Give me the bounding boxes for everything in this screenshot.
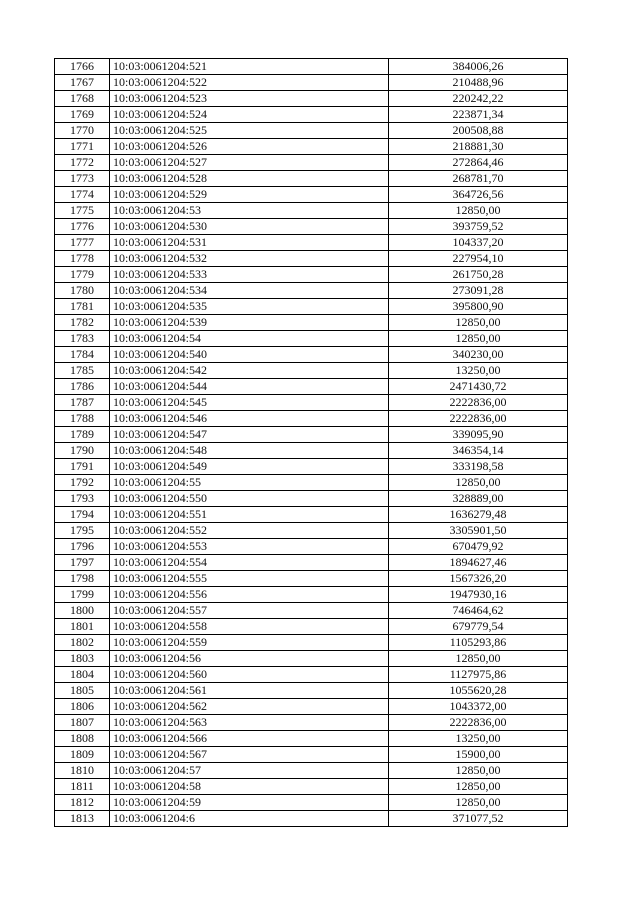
table-row	[55, 347, 568, 363]
row-number-cell: 1778	[55, 251, 110, 267]
row-number-cell: 1805	[55, 683, 110, 699]
table-row	[55, 427, 568, 443]
value-cell: 328889,00	[389, 491, 568, 507]
table-row	[55, 491, 568, 507]
table-row	[55, 251, 568, 267]
row-number-cell: 1794	[55, 507, 110, 523]
value-cell: 12850,00	[389, 779, 568, 795]
cadastral-number-cell: 10:03:0061204:534	[110, 283, 389, 299]
row-number-cell: 1777	[55, 235, 110, 251]
cadastral-number-cell: 10:03:0061204:560	[110, 667, 389, 683]
cadastral-number-cell: 10:03:0061204:55	[110, 475, 389, 491]
row-number-cell: 1795	[55, 523, 110, 539]
row-number-cell: 1767	[55, 75, 110, 91]
value-cell: 223871,34	[389, 107, 568, 123]
cadastral-number-cell: 10:03:0061204:529	[110, 187, 389, 203]
table-row	[55, 59, 568, 75]
table-row	[55, 539, 568, 555]
row-number-cell: 1769	[55, 107, 110, 123]
cadastral-number-cell: 10:03:0061204:535	[110, 299, 389, 315]
table-row	[55, 459, 568, 475]
cadastral-number-cell: 10:03:0061204:59	[110, 795, 389, 811]
table-row	[55, 91, 568, 107]
value-cell: 1127975,86	[389, 667, 568, 683]
value-cell: 364726,56	[389, 187, 568, 203]
cadastral-number-cell: 10:03:0061204:555	[110, 571, 389, 587]
table-row	[55, 331, 568, 347]
value-cell: 371077,52	[389, 811, 568, 827]
value-cell: 200508,88	[389, 123, 568, 139]
row-number-cell: 1800	[55, 603, 110, 619]
cadastral-number-cell: 10:03:0061204:526	[110, 139, 389, 155]
cadastral-number-cell: 10:03:0061204:558	[110, 619, 389, 635]
value-cell: 679779,54	[389, 619, 568, 635]
value-cell: 1947930,16	[389, 587, 568, 603]
row-number-cell: 1809	[55, 747, 110, 763]
value-cell: 218881,30	[389, 139, 568, 155]
row-number-cell: 1803	[55, 651, 110, 667]
table-row	[55, 763, 568, 779]
cadastral-number-cell: 10:03:0061204:540	[110, 347, 389, 363]
cadastral-number-cell: 10:03:0061204:523	[110, 91, 389, 107]
cadastral-number-cell: 10:03:0061204:554	[110, 555, 389, 571]
value-cell: 1894627,46	[389, 555, 568, 571]
row-number-cell: 1789	[55, 427, 110, 443]
table-row	[55, 795, 568, 811]
value-cell: 2471430,72	[389, 379, 568, 395]
table-row	[55, 651, 568, 667]
value-cell: 333198,58	[389, 459, 568, 475]
value-cell: 3305901,50	[389, 523, 568, 539]
table-row	[55, 507, 568, 523]
table-row	[55, 523, 568, 539]
value-cell: 393759,52	[389, 219, 568, 235]
row-number-cell: 1790	[55, 443, 110, 459]
value-cell: 1105293,86	[389, 635, 568, 651]
cadastral-number-cell: 10:03:0061204:530	[110, 219, 389, 235]
table-row	[55, 267, 568, 283]
value-cell: 15900,00	[389, 747, 568, 763]
row-number-cell: 1776	[55, 219, 110, 235]
value-cell: 104337,20	[389, 235, 568, 251]
value-cell: 340230,00	[389, 347, 568, 363]
cadastral-number-cell: 10:03:0061204:53	[110, 203, 389, 219]
row-number-cell: 1796	[55, 539, 110, 555]
value-cell: 395800,90	[389, 299, 568, 315]
row-number-cell: 1787	[55, 395, 110, 411]
row-number-cell: 1775	[55, 203, 110, 219]
cadastral-number-cell: 10:03:0061204:533	[110, 267, 389, 283]
table-row	[55, 731, 568, 747]
table-row	[55, 635, 568, 651]
cadastral-number-cell: 10:03:0061204:551	[110, 507, 389, 523]
cadastral-number-cell: 10:03:0061204:539	[110, 315, 389, 331]
table-row	[55, 75, 568, 91]
cadastral-number-cell: 10:03:0061204:56	[110, 651, 389, 667]
cadastral-number-cell: 10:03:0061204:54	[110, 331, 389, 347]
cadastral-number-cell: 10:03:0061204:545	[110, 395, 389, 411]
row-number-cell: 1793	[55, 491, 110, 507]
cadastral-number-cell: 10:03:0061204:57	[110, 763, 389, 779]
table-row	[55, 139, 568, 155]
value-cell: 261750,28	[389, 267, 568, 283]
row-number-cell: 1766	[55, 59, 110, 75]
table-row	[55, 203, 568, 219]
value-cell: 670479,92	[389, 539, 568, 555]
value-cell: 1636279,48	[389, 507, 568, 523]
cadastral-number-cell: 10:03:0061204:563	[110, 715, 389, 731]
table-row	[55, 747, 568, 763]
cadastral-number-cell: 10:03:0061204:549	[110, 459, 389, 475]
table-row	[55, 475, 568, 491]
cadastral-number-cell: 10:03:0061204:559	[110, 635, 389, 651]
row-number-cell: 1801	[55, 619, 110, 635]
row-number-cell: 1786	[55, 379, 110, 395]
table-row	[55, 683, 568, 699]
value-cell: 1055620,28	[389, 683, 568, 699]
cadastral-number-cell: 10:03:0061204:550	[110, 491, 389, 507]
table-row	[55, 395, 568, 411]
row-number-cell: 1797	[55, 555, 110, 571]
cadastral-number-cell: 10:03:0061204:546	[110, 411, 389, 427]
row-number-cell: 1774	[55, 187, 110, 203]
value-cell: 339095,90	[389, 427, 568, 443]
table-row	[55, 315, 568, 331]
table-row	[55, 283, 568, 299]
value-cell: 272864,46	[389, 155, 568, 171]
table-row	[55, 779, 568, 795]
row-number-cell: 1806	[55, 699, 110, 715]
value-cell: 2222836,00	[389, 395, 568, 411]
table-row	[55, 155, 568, 171]
cadastral-number-cell: 10:03:0061204:557	[110, 603, 389, 619]
table-body	[55, 59, 568, 827]
cadastral-number-cell: 10:03:0061204:552	[110, 523, 389, 539]
row-number-cell: 1768	[55, 91, 110, 107]
table-row	[55, 555, 568, 571]
table-row	[55, 187, 568, 203]
cadastral-number-cell: 10:03:0061204:566	[110, 731, 389, 747]
row-number-cell: 1781	[55, 299, 110, 315]
table-row	[55, 123, 568, 139]
table-row	[55, 299, 568, 315]
cadastral-number-cell: 10:03:0061204:553	[110, 539, 389, 555]
value-cell: 346354,14	[389, 443, 568, 459]
row-number-cell: 1798	[55, 571, 110, 587]
cadastral-number-cell: 10:03:0061204:58	[110, 779, 389, 795]
row-number-cell: 1810	[55, 763, 110, 779]
row-number-cell: 1808	[55, 731, 110, 747]
value-cell: 12850,00	[389, 475, 568, 491]
row-number-cell: 1807	[55, 715, 110, 731]
value-cell: 268781,70	[389, 171, 568, 187]
cadastral-number-cell: 10:03:0061204:561	[110, 683, 389, 699]
value-cell: 12850,00	[389, 763, 568, 779]
row-number-cell: 1784	[55, 347, 110, 363]
cadastral-number-cell: 10:03:0061204:544	[110, 379, 389, 395]
table-row	[55, 667, 568, 683]
cadastral-number-cell: 10:03:0061204:547	[110, 427, 389, 443]
table-row	[55, 107, 568, 123]
value-cell: 12850,00	[389, 331, 568, 347]
row-number-cell: 1792	[55, 475, 110, 491]
cadastral-number-cell: 10:03:0061204:522	[110, 75, 389, 91]
cadastral-number-cell: 10:03:0061204:567	[110, 747, 389, 763]
row-number-cell: 1812	[55, 795, 110, 811]
table-row	[55, 587, 568, 603]
table-row	[55, 603, 568, 619]
cadastral-number-cell: 10:03:0061204:556	[110, 587, 389, 603]
row-number-cell: 1770	[55, 123, 110, 139]
table-row	[55, 411, 568, 427]
table-row	[55, 699, 568, 715]
cadastral-number-cell: 10:03:0061204:521	[110, 59, 389, 75]
value-cell: 746464,62	[389, 603, 568, 619]
cadastral-number-cell: 10:03:0061204:562	[110, 699, 389, 715]
value-cell: 1567326,20	[389, 571, 568, 587]
table-row	[55, 171, 568, 187]
row-number-cell: 1791	[55, 459, 110, 475]
row-number-cell: 1811	[55, 779, 110, 795]
value-cell: 13250,00	[389, 731, 568, 747]
value-cell: 12850,00	[389, 203, 568, 219]
value-cell: 2222836,00	[389, 715, 568, 731]
row-number-cell: 1773	[55, 171, 110, 187]
row-number-cell: 1782	[55, 315, 110, 331]
row-number-cell: 1779	[55, 267, 110, 283]
row-number-cell: 1799	[55, 587, 110, 603]
cadastral-number-cell: 10:03:0061204:6	[110, 811, 389, 827]
cadastral-value-table	[54, 58, 568, 827]
value-cell: 13250,00	[389, 363, 568, 379]
cadastral-number-cell: 10:03:0061204:525	[110, 123, 389, 139]
value-cell: 273091,28	[389, 283, 568, 299]
value-cell: 384006,26	[389, 59, 568, 75]
row-number-cell: 1771	[55, 139, 110, 155]
value-cell: 227954,10	[389, 251, 568, 267]
cadastral-number-cell: 10:03:0061204:542	[110, 363, 389, 379]
row-number-cell: 1804	[55, 667, 110, 683]
cadastral-number-cell: 10:03:0061204:528	[110, 171, 389, 187]
cadastral-number-cell: 10:03:0061204:527	[110, 155, 389, 171]
table-row	[55, 363, 568, 379]
value-cell: 210488,96	[389, 75, 568, 91]
row-number-cell: 1785	[55, 363, 110, 379]
value-cell: 220242,22	[389, 91, 568, 107]
table-row	[55, 443, 568, 459]
table-row	[55, 619, 568, 635]
row-number-cell: 1802	[55, 635, 110, 651]
cadastral-number-cell: 10:03:0061204:531	[110, 235, 389, 251]
value-cell: 2222836,00	[389, 411, 568, 427]
row-number-cell: 1788	[55, 411, 110, 427]
value-cell: 1043372,00	[389, 699, 568, 715]
cadastral-number-cell: 10:03:0061204:532	[110, 251, 389, 267]
row-number-cell: 1783	[55, 331, 110, 347]
value-cell: 12850,00	[389, 315, 568, 331]
table-row	[55, 571, 568, 587]
row-number-cell: 1772	[55, 155, 110, 171]
value-cell: 12850,00	[389, 651, 568, 667]
row-number-cell: 1813	[55, 811, 110, 827]
cadastral-number-cell: 10:03:0061204:548	[110, 443, 389, 459]
table-row	[55, 235, 568, 251]
cadastral-number-cell: 10:03:0061204:524	[110, 107, 389, 123]
table-row	[55, 379, 568, 395]
row-number-cell: 1780	[55, 283, 110, 299]
table-row	[55, 811, 568, 827]
table-row	[55, 219, 568, 235]
table-row	[55, 715, 568, 731]
value-cell: 12850,00	[389, 795, 568, 811]
